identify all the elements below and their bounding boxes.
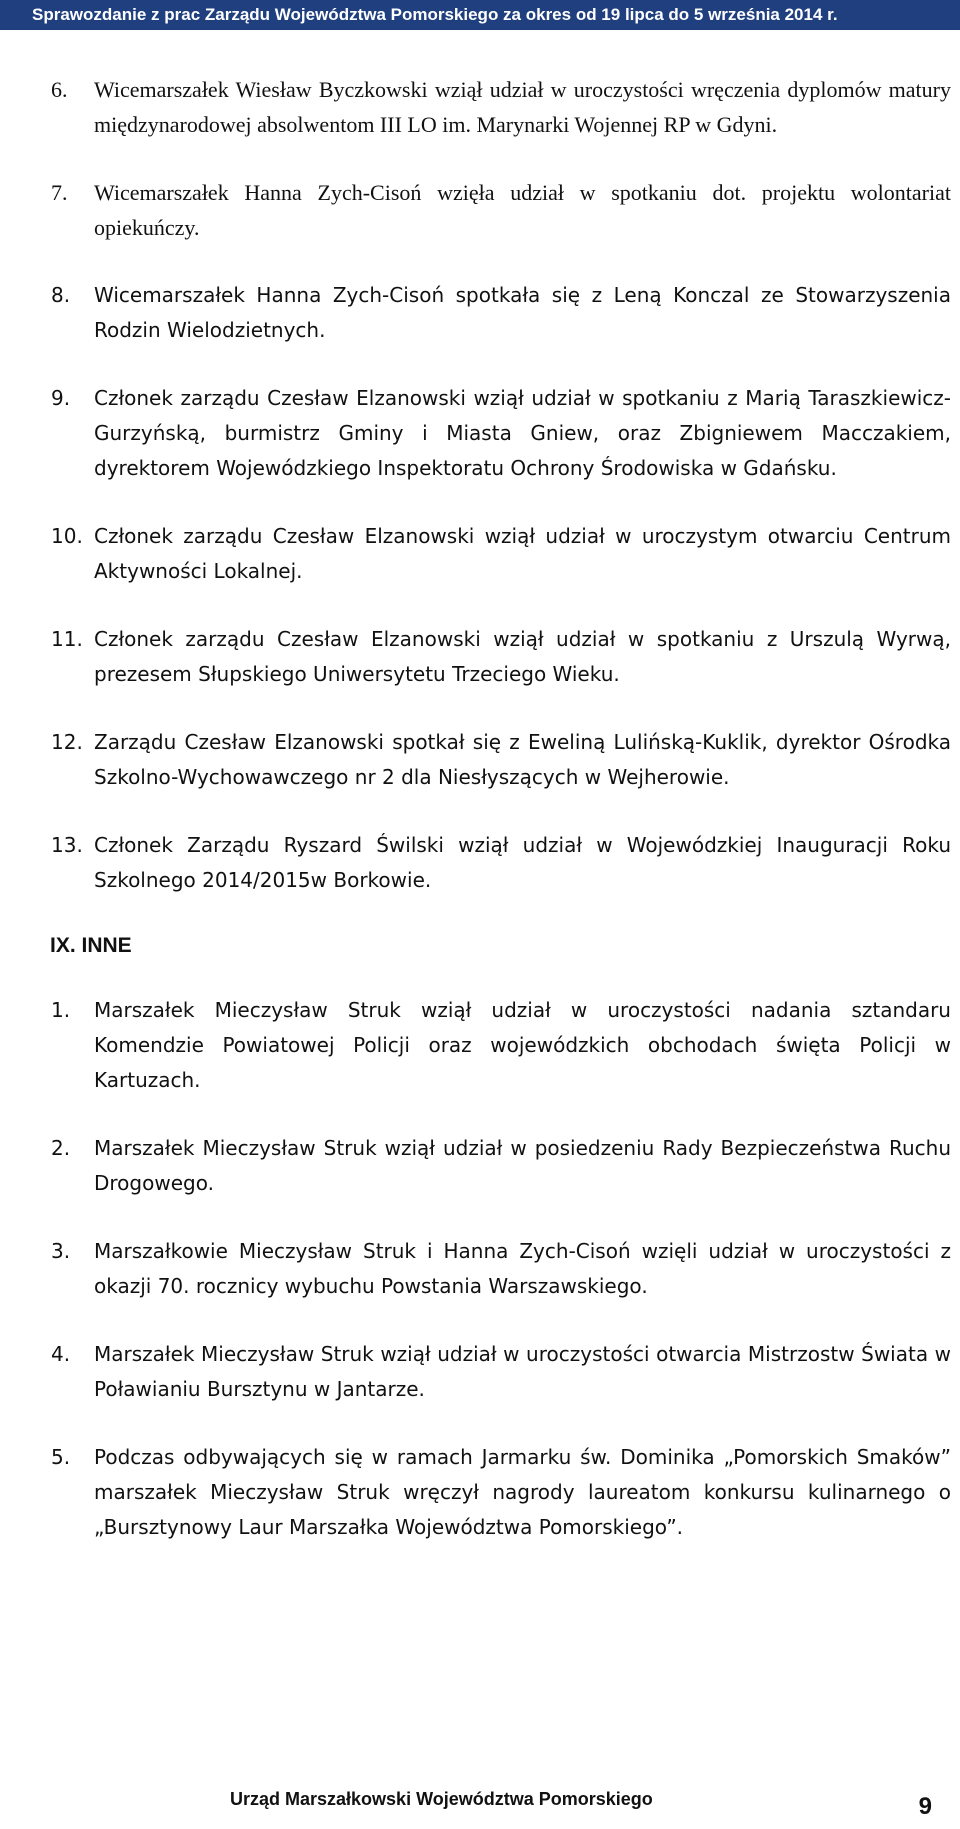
item-number: 8. [51, 283, 71, 307]
item-text: Zarządu Czesław Elzanowski spotkał się z Eweliną Lulińską-Kuklik, dyrektor Ośrodka Szkolno-Wychowawczego nr 2 dla Niesłyszących w Wejherowie. [94, 730, 951, 789]
item-text: Wicemarszałek Wiesław Byczkowski wziął udział w uroczystości wręczenia dyplomów matury międzynarodowej absolwentom III LO im. Marynarki Wojennej RP w Gdyni. [94, 77, 951, 137]
item-number: 1. [51, 998, 71, 1022]
footer-text: Urząd Marszałkowski Województwa Pomorskiego [230, 1789, 653, 1809]
item-text: Marszałek Mieczysław Struk wziął udział w uroczystości nadania sztandaru Komendzie Powiatowej Policji oraz wojewódzkich obchodach święta Policji w Kartuzach. [94, 998, 951, 1092]
list-item [51, 278, 951, 348]
activity-list-b [51, 993, 951, 1545]
item-text: Marszałek Mieczysław Struk wziął udział w posiedzeniu Rady Bezpieczeństwa Ruchu Drogowego. [94, 1136, 951, 1195]
item-number: 4. [51, 1342, 71, 1366]
list-item [51, 72, 951, 142]
list-item [51, 622, 951, 692]
list-item [51, 828, 951, 898]
item-text: Członek zarządu Czesław Elzanowski wziął udział w spotkaniu z Marią Taraszkiewicz-Gurzyńską, burmistrz Gminy i Miasta Gniew, oraz Zbigniewem Macczakiem, dyrektorem Wojewódzkiego Inspektoratu Ochrony Środowiska w Gdańsku. [94, 386, 951, 480]
item-number: 10. [51, 524, 83, 548]
list-item [51, 381, 951, 486]
item-number: 5. [51, 1445, 71, 1469]
item-number: 2. [51, 1136, 71, 1160]
item-text: Członek zarządu Czesław Elzanowski wziął udział w uroczystym otwarciu Centrum Aktywności Lokalnej. [94, 524, 951, 583]
document-header [0, 0, 960, 30]
item-text: Wicemarszałek Hanna Zych-Cisoń spotkała się z Leną Konczal ze Stowarzyszenia Rodzin Wielodzietnych. [94, 283, 951, 342]
list-item [51, 725, 951, 795]
document-body [51, 72, 951, 1578]
list-item [51, 175, 951, 245]
list-item [51, 1440, 951, 1545]
page-number: 9 [918, 1793, 932, 1820]
item-text: Członek zarządu Czesław Elzanowski wziął udział w spotkaniu z Urszulą Wyrwą, prezesem Słupskiego Uniwersytetu Trzeciego Wieku. [94, 627, 951, 686]
header-title: Sprawozdanie z prac Zarządu Województwa Pomorskiego za okres od 19 lipca do 5 września 2014 r. [32, 5, 838, 24]
item-text: Wicemarszałek Hanna Zych-Cisoń wzięła udział w spotkaniu dot. projektu wolontariat opiekuńczy. [94, 180, 951, 240]
item-text: Marszałkowie Mieczysław Struk i Hanna Zych-Cisoń wzięli udział w uroczystości z okazji 70. rocznicy wybuchu Powstania Warszawskiego. [94, 1239, 951, 1298]
activity-list-a [51, 72, 951, 898]
list-item [51, 1337, 951, 1407]
list-item [51, 993, 951, 1098]
document-footer [0, 1788, 960, 1829]
item-number: 11. [51, 627, 83, 651]
item-number: 9. [51, 386, 71, 410]
item-text: Podczas odbywających się w ramach Jarmarku św. Dominika „Pomorskich Smaków” marszałek Mieczysław Struk wręczył nagrody laureatom konkursu kulinarnego o „Bursztynowy Laur Marszałka Województwa Pomorskiego”. [94, 1445, 951, 1539]
item-number: 7. [51, 180, 68, 205]
item-text: Marszałek Mieczysław Struk wziął udział w uroczystości otwarcia Mistrzostw Świata w Poławianiu Bursztynu w Jantarze. [94, 1342, 951, 1401]
list-item [51, 519, 951, 589]
item-number: 12. [51, 730, 83, 754]
list-item [51, 1131, 951, 1201]
item-text: Członek Zarządu Ryszard Świlski wziął udział w Wojewódzkiej Inauguracji Roku Szkolnego 2014/2015w Borkowie. [94, 833, 951, 892]
section-heading: IX. INNE [50, 934, 132, 957]
item-number: 6. [51, 77, 68, 102]
list-item [51, 1234, 951, 1304]
item-number: 3. [51, 1239, 71, 1263]
item-number: 13. [51, 833, 83, 857]
